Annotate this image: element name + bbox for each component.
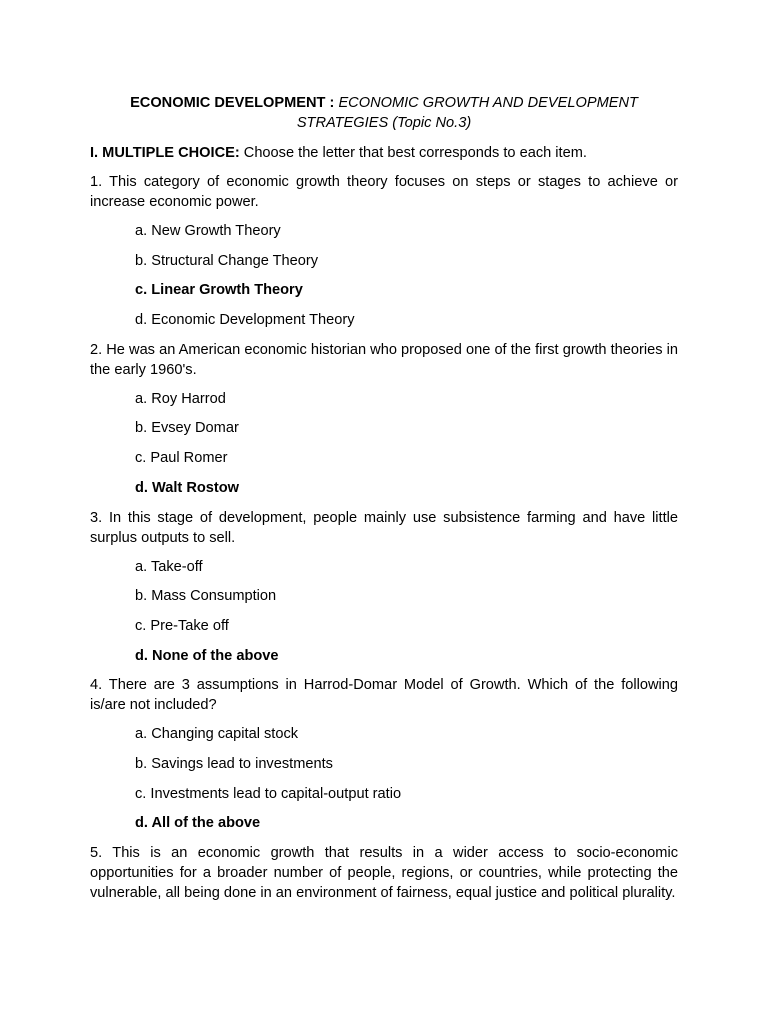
option-list [90, 389, 678, 498]
section-instruction: Choose the letter that best corresponds to each item. [243, 145, 587, 161]
answer-option-correct: d. Walt Rostow [135, 479, 240, 496]
answer-option: a. Take-off [135, 558, 203, 575]
answer-option: c. Pre-Take off [135, 617, 229, 634]
section-header [90, 143, 678, 163]
answer-option: a. Changing capital stock [135, 726, 299, 743]
answer-option: b. Structural Change Theory [135, 252, 319, 269]
question-text: 2. He was an American economic historian who proposed one of the first growth theories in the early 1960's. [90, 341, 678, 378]
question-item [90, 340, 678, 498]
title-bold: ECONOMIC DEVELOPMENT : [130, 95, 335, 111]
title-italic-line1: ECONOMIC GROWTH AND DEVELOPMENT [338, 95, 638, 111]
answer-option: a. New Growth Theory [135, 223, 281, 239]
option-list [90, 724, 678, 833]
answer-option: b. Evsey Domar [135, 420, 239, 437]
answer-option: c. Investments lead to capital-output ratio [135, 785, 402, 802]
question-text: 4. There are 3 assumptions in Harrod-Domar Model of Growth. Which of the following is/are not included? [90, 677, 678, 714]
question-item [90, 508, 678, 666]
option-list [90, 221, 678, 330]
question-text: 5. This is an economic growth that results in a wider access to socio-economic opportunities for a broader number of people, regions, or countries, while protecting the vulnerable, all being done in an environment of fairness, equal justice and political plurality. [90, 845, 678, 901]
answer-option-correct: c. Linear Growth Theory [135, 282, 303, 299]
answer-option: c. Paul Romer [135, 450, 228, 467]
option-list [90, 557, 678, 666]
question-list [90, 172, 678, 903]
question-item [90, 843, 678, 903]
title-italic-line2: STRATEGIES (Topic No.3) [296, 115, 472, 131]
section-heading: I. MULTIPLE CHOICE: [90, 145, 240, 161]
question-item [90, 172, 678, 330]
answer-option: a. Roy Harrod [135, 390, 226, 407]
document-page [90, 93, 678, 912]
answer-option: d. Economic Development Theory [135, 312, 355, 329]
answer-option: b. Mass Consumption [135, 588, 277, 605]
question-text: 3. In this stage of development, people mainly use subsistence farming and have little surplus outputs to sell. [90, 509, 678, 546]
answer-option-correct: d. None of the above [135, 647, 279, 664]
question-item [90, 675, 678, 833]
question-text: 1. This category of economic growth theory focuses on steps or stages to achieve or increase economic power. [90, 174, 678, 210]
answer-option: b. Savings lead to investments [135, 755, 333, 772]
document-title [90, 93, 678, 133]
answer-option-correct: d. All of the above [135, 815, 261, 832]
